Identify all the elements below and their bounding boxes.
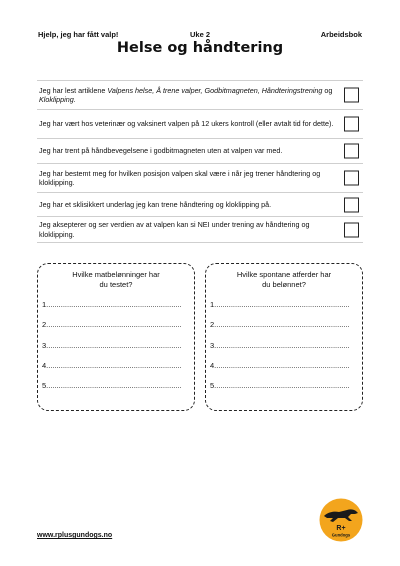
answer-line-3[interactable]: 3.................................................................: [42, 341, 182, 350]
checklist-row: [37, 163, 363, 192]
checklist-row: [37, 138, 363, 163]
checklist-text: Jeg har trent på håndbevegelsene i godbitmagneten uten at valpen var med.: [39, 146, 283, 156]
answer-line-5[interactable]: 5.................................................................: [42, 381, 182, 390]
box-title: Hvilke spontane atferder har du belønnet?: [236, 270, 332, 289]
checklist-text: Jeg har bestemt meg for hvilken posisjon valpen skal være i når jeg trener håndtering og kloklipping.: [39, 168, 321, 187]
checklist-row: [37, 109, 363, 138]
checklist-row: [37, 80, 363, 109]
answer-line-3[interactable]: 3.................................................................: [210, 341, 350, 350]
answer-line-4[interactable]: 4.................................................................: [42, 361, 182, 370]
checkbox[interactable]: [344, 222, 359, 237]
checklist-text: Jeg har lest artiklene Valpens helse, Å trene valper, Godbitmagneten, Håndteringstrening og Kloklipping.: [39, 85, 333, 104]
checkbox[interactable]: [344, 117, 359, 132]
answer-line-2[interactable]: 2.................................................................: [42, 320, 182, 329]
checkbox[interactable]: [344, 197, 359, 212]
header-right: Arbeidsbok: [320, 30, 362, 39]
box-title: Hvilke matbelønninger har du testet?: [72, 270, 160, 289]
page-title: Helse og håndtering: [116, 40, 284, 56]
header-week: Uke 2: [190, 30, 211, 39]
logo-wordmark: Gundogs: [331, 532, 351, 538]
checklist-text: Jeg aksepterer og ser verdien av at valpen kan si NEI under trening av håndtering og kloklipping.: [39, 220, 310, 239]
spontaneous-behaviours-box: [205, 263, 363, 411]
logo-mark: R+: [336, 525, 346, 532]
checklist-text: Jeg har vært hos veterinær og vaksinert valpen på 12 ukers kontroll (eller avtalt tid for dette).: [39, 119, 334, 129]
answer-line-4[interactable]: 4.................................................................: [210, 361, 350, 370]
header-left: Hjelp, jeg har fått valp!: [38, 30, 119, 39]
rplus-gundogs-logo: [318, 497, 364, 543]
website-link[interactable]: www.rplusgundogs.no: [37, 532, 113, 539]
checkbox[interactable]: [344, 88, 359, 103]
answer-line-2[interactable]: 2.................................................................: [210, 320, 350, 329]
checklist-row: [37, 192, 363, 216]
answer-line-1[interactable]: 1.................................................................: [210, 300, 350, 309]
checklist-row: [37, 216, 363, 243]
food-rewards-box: [37, 263, 195, 411]
checkbox[interactable]: [344, 144, 359, 159]
checkbox[interactable]: [344, 171, 359, 186]
answer-line-5[interactable]: 5.................................................................: [210, 381, 350, 390]
checklist: [37, 80, 363, 243]
checklist-text: Jeg har et sklisikkert underlag jeg kan trene håndtering og kloklipping på.: [39, 199, 272, 209]
answer-line-1[interactable]: 1.................................................................: [42, 300, 182, 309]
